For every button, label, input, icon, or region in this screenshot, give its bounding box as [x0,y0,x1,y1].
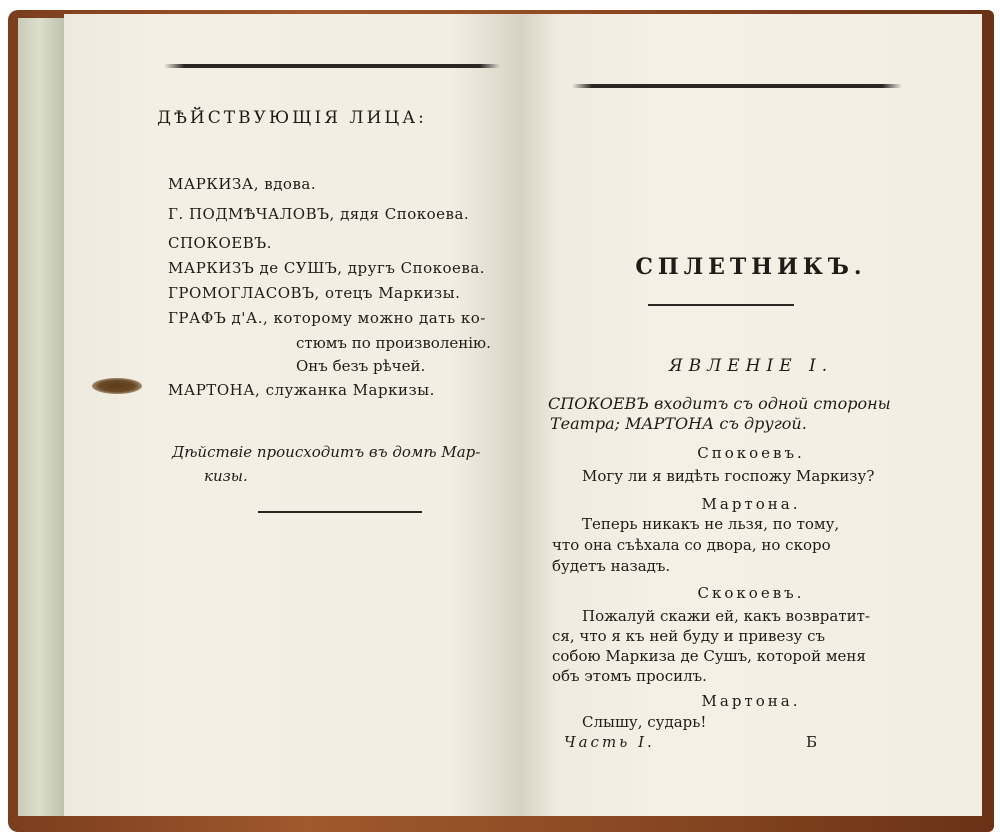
cast-line: МАРКИЗЪ де СУШЪ, другъ Спокоева. [168,259,486,277]
cast-line: ГРОМОГЛАСОВЪ, отецъ Маркизы. [168,284,461,302]
top-rule-left [164,64,500,68]
dialogue-line: Могу ли я видѣть госпожу Маркизу? [582,467,875,485]
part-footer: Часть I. [564,733,655,751]
cast-line: МАРКИЗА, вдова. [168,175,317,193]
speaker-name: Спокоевъ. [697,444,805,462]
page-edges [18,18,70,816]
cast-line: МАРТОНА, служанка Маркизы. [168,381,435,399]
speaker-name: Скокоевъ. [697,584,805,602]
right-page [520,14,982,816]
dialogue-line: Слышу, сударь! [582,713,707,731]
left-page [64,14,520,816]
ink-stain [92,378,142,394]
stage-direction-line: Театра; МАРТОНА съ другой. [550,414,807,433]
speaker-name: Мартона. [701,692,801,710]
cast-line: Г. ПОДМѢЧАЛОВЪ, дядя Спокоева. [168,205,470,223]
dialogue-line: Пожалуй скажи ей, какъ возвратит- [582,607,870,625]
cast-line: ГРАФЪ д'А., которому можно дать ко- [168,309,486,327]
cast-line-continued: Онъ безъ рѣчей. [296,357,426,375]
bottom-rule-left [258,511,422,513]
speaker-name: Мартона. [701,495,801,513]
dialogue-line: что она съѣхала со двора, но скоро [552,536,831,554]
cast-heading: ДѢЙСТВУЮЩІЯ ЛИЦА: [157,108,427,128]
signature-mark: Б [806,733,818,751]
dialogue-line: ся, что я къ ней буду и привезу съ [552,627,826,645]
play-title: СПЛЕТНИКЪ. [635,254,867,280]
title-rule-right [648,304,794,306]
dialogue-line: собою Маркиза де Сушъ, которой меня [552,647,866,665]
setting-line: Дѣйствіе происходитъ въ домѣ Мар- [172,443,481,461]
cast-line-continued: стюмъ по произволенію. [296,334,491,352]
cast-line: СПОКОЕВЪ. [168,234,272,252]
dialogue-line: Теперь никакъ не льзя, по тому, [582,515,840,533]
top-rule-right [572,84,902,88]
setting-line: кизы. [204,467,248,485]
dialogue-line: объ этомъ просилъ. [552,667,707,685]
stage-direction-line: СПОКОЕВЪ входитъ съ одной стороны [548,394,891,413]
scene-title: ЯВЛЕНІЕ I. [668,356,834,376]
dialogue-line: будетъ назадъ. [552,557,671,575]
